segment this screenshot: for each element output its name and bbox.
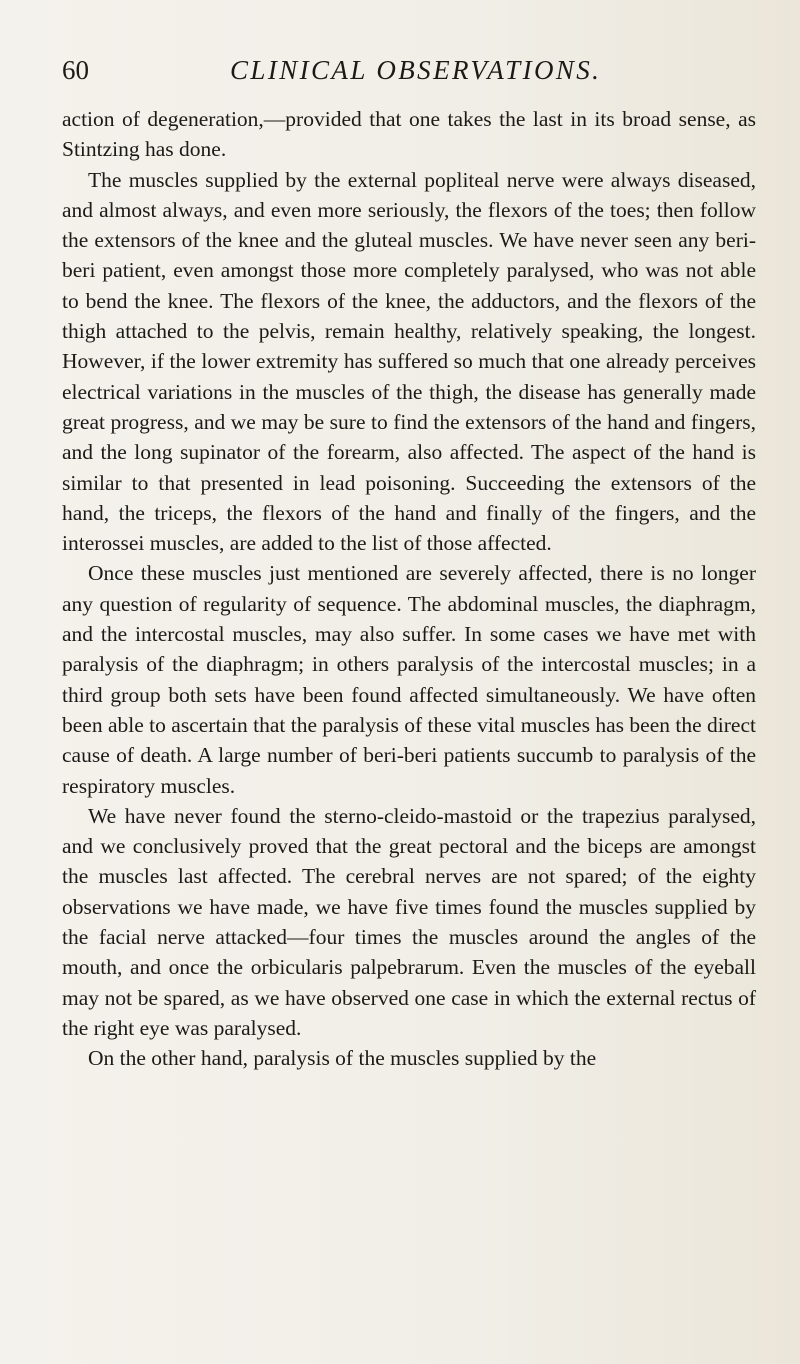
running-head: CLINICAL OBSERVATIONS. — [230, 55, 602, 85]
paragraph-last: On the other hand, paralysis of the muscles supplied by the — [88, 1046, 597, 1071]
page-header — [62, 52, 762, 92]
paragraph: Once these muscles just mentioned are severely affected, there is no longer any question of regularity of sequence. The abdominal muscles, the diaphragm, and the intercostal muscles, may also suffer. In some cases we have met with paralysis of the diaphragm; in others paralysis of the intercostal muscles; in a third group both sets have been found affected simultaneously. We have often been able to ascertain that the paralysis of these vital muscles has been the direct cause of death. A large number of beri-beri patients succumb to paralysis of the respiratory muscles. — [62, 561, 756, 798]
paragraph-continued: action of degeneration,—provided that one takes the last in its broad sense, as Stintzing has done. — [62, 107, 756, 162]
body-text — [62, 104, 756, 1074]
paragraph: The muscles supplied by the external popliteal nerve were always diseased, and almost always, and even more seriously, the flexors of the toes; then follow the extensors of the knee and the gluteal muscles. We have never seen any beri-beri patient, even amongst those more completely paralysed, who was not able to bend the knee. The flexors of the knee, the adductors, and the flexors of the thigh attached to the pelvis, remain healthy, relatively speaking, the longest. However, if the lower extremity has suffered so much that one already perceives electrical variations in the muscles of the thigh, the disease has generally made great progress, and we may be sure to find the extensors of the hand and fingers, and the long supinator of the forearm, also affected. The aspect of the hand is similar to that presented in lead poisoning. Succeeding the extensors of the hand, the triceps, the flexors of the hand and finally of the fingers, and the interossei muscles, are added to the list of those affected. — [62, 167, 756, 556]
page-number: 60 — [62, 55, 89, 85]
paragraph: We have never found the sterno-cleido-mastoid or the trapezius paralysed, and we conclusively proved that the great pectoral and the biceps are amongst the muscles last affected. The cerebral nerves are not spared; of the eighty observations we have made, we have five times found the muscles supplied by the facial nerve attacked—four times the muscles around the angles of the mouth, and once the orbicularis palpebrarum. Even the muscles of the eyeball may not be spared, as we have observed one case in which the external rectus of the right eye was paralysed. — [62, 803, 756, 1040]
